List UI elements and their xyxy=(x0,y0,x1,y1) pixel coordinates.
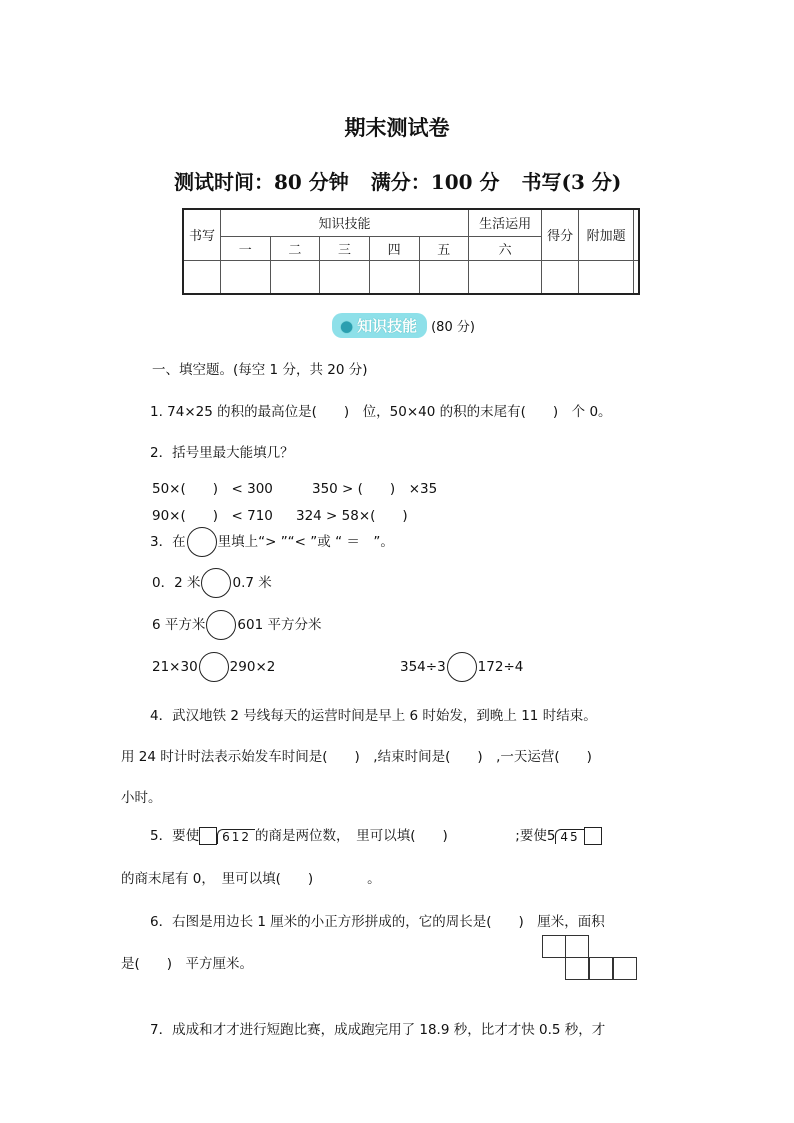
score-header-extra: 附加题 xyxy=(579,209,634,260)
score-col-2: 二 xyxy=(270,236,320,260)
square-figure xyxy=(542,935,639,982)
q3-r2-left: 6 平方米 xyxy=(152,617,206,633)
score-header-knowledge: 知识技能 xyxy=(221,209,469,236)
q3-row-3-left xyxy=(152,652,275,682)
answer-circle[interactable] xyxy=(199,652,229,682)
page-title: 期末测试卷 xyxy=(344,115,450,140)
answer-box[interactable] xyxy=(584,827,602,845)
q5-pre: 5．要使 xyxy=(150,828,200,844)
answer-circle xyxy=(187,527,217,557)
q5-line-2: 的商末尾有 0， 里可以填( ) 。 xyxy=(121,871,381,887)
q3-post: 里填上“> ”“< ”或 “ ＝ ”。 xyxy=(217,534,394,550)
score-table xyxy=(182,208,640,295)
q3-row-3-right xyxy=(400,652,523,682)
section-points: (80 分) xyxy=(431,320,475,335)
q4-line-2: 用 24 时计时法表示始发车时间是( ) ,结束时间是( ) ,一天运营( ) xyxy=(121,749,592,765)
q3-r1-left: 0．2 米 xyxy=(152,575,201,591)
score-cell[interactable] xyxy=(183,260,221,294)
q2-row2-left: 90×( ) < 710 xyxy=(152,508,273,524)
unit-square xyxy=(565,935,589,958)
unit-square xyxy=(565,957,589,980)
section-header xyxy=(332,313,475,338)
exam-info xyxy=(174,166,643,195)
q3-r3d: 172÷4 xyxy=(477,659,524,675)
score-col-6: 六 xyxy=(469,236,542,260)
q3-row-2 xyxy=(152,610,321,640)
division-bracket: 45 xyxy=(555,829,583,844)
score-col-1: 一 xyxy=(221,236,271,260)
unit-square xyxy=(589,957,613,980)
bullet-icon: ● xyxy=(340,317,354,335)
unit-square xyxy=(613,957,637,980)
division-bracket: 612 xyxy=(217,829,255,844)
q2-heading: 2．括号里最大能填几？ xyxy=(150,445,294,461)
score-cell[interactable] xyxy=(469,260,542,294)
unit-square xyxy=(542,935,566,958)
q7-line-1: 7．成成和才才进行短跑比赛，成成跑完用了 18.9 秒，比才才快 0.5 秒，才 xyxy=(150,1022,606,1038)
q2-row1-right: 350 > ( ) ×35 xyxy=(312,481,438,497)
score-cell[interactable] xyxy=(270,260,320,294)
score-cell[interactable] xyxy=(419,260,469,294)
q3-heading xyxy=(150,527,394,557)
score-header-score: 得分 xyxy=(542,209,579,260)
score-cell[interactable] xyxy=(579,260,634,294)
score-header-writing: 书写 xyxy=(183,209,221,260)
exam-writing-score: 书写(3 分) xyxy=(521,170,622,194)
score-col-5: 五 xyxy=(419,236,469,260)
q3-pre: 3．在 xyxy=(150,534,186,550)
exam-full-score: 满分：100 分 xyxy=(370,170,500,194)
score-col-4: 四 xyxy=(369,236,419,260)
q1-item-1: 1. 74×25 的积的最高位是( ) 位，50×40 的积的末尾有( ) 个 0。 xyxy=(150,404,612,420)
score-cell[interactable] xyxy=(320,260,370,294)
score-cell[interactable] xyxy=(369,260,419,294)
exam-time: 测试时间：80 分钟 xyxy=(174,170,349,194)
score-cell[interactable] xyxy=(634,260,639,294)
section-banner xyxy=(332,313,427,338)
q4-line-3: 小时。 xyxy=(121,790,162,806)
q3-row-1 xyxy=(152,568,272,598)
q6-line-2: 是( ) 平方厘米。 xyxy=(121,956,254,972)
score-col-3: 三 xyxy=(320,236,370,260)
answer-box[interactable] xyxy=(199,827,217,845)
q3-r1-right: 0.7 米 xyxy=(232,575,272,591)
q4-line-1: 4．武汉地铁 2 号线每天的运营时间是早上 6 时始发，到晚上 11 时结束。 xyxy=(150,708,597,724)
q3-r3b: 290×2 xyxy=(229,659,276,675)
q6-line-1: 6．右图是用边长 1 厘米的小正方形拼成的，它的周长是( ) 厘米，面积 xyxy=(150,914,605,930)
q5-line-1 xyxy=(150,824,602,845)
q3-r3c: 354÷3 xyxy=(400,659,446,675)
score-cell[interactable] xyxy=(221,260,271,294)
q1-heading: 一、填空题。(每空 1 分，共 20 分) xyxy=(152,362,368,378)
answer-circle[interactable] xyxy=(201,568,231,598)
q2-row2-right: 324 > 58×( ) xyxy=(296,508,408,524)
answer-circle[interactable] xyxy=(447,652,477,682)
score-header-life: 生活运用 xyxy=(469,209,542,236)
answer-circle[interactable] xyxy=(206,610,236,640)
q2-row1-left: 50×( ) < 300 xyxy=(152,481,273,497)
q5-mid: 的商是两位数， 里可以填( ) ;要使5 xyxy=(255,828,556,844)
q3-r3a: 21×30 xyxy=(152,659,198,675)
score-cell[interactable] xyxy=(542,260,579,294)
section-banner-label: 知识技能 xyxy=(357,317,418,335)
q3-r2-right: 601 平方分米 xyxy=(237,617,322,633)
